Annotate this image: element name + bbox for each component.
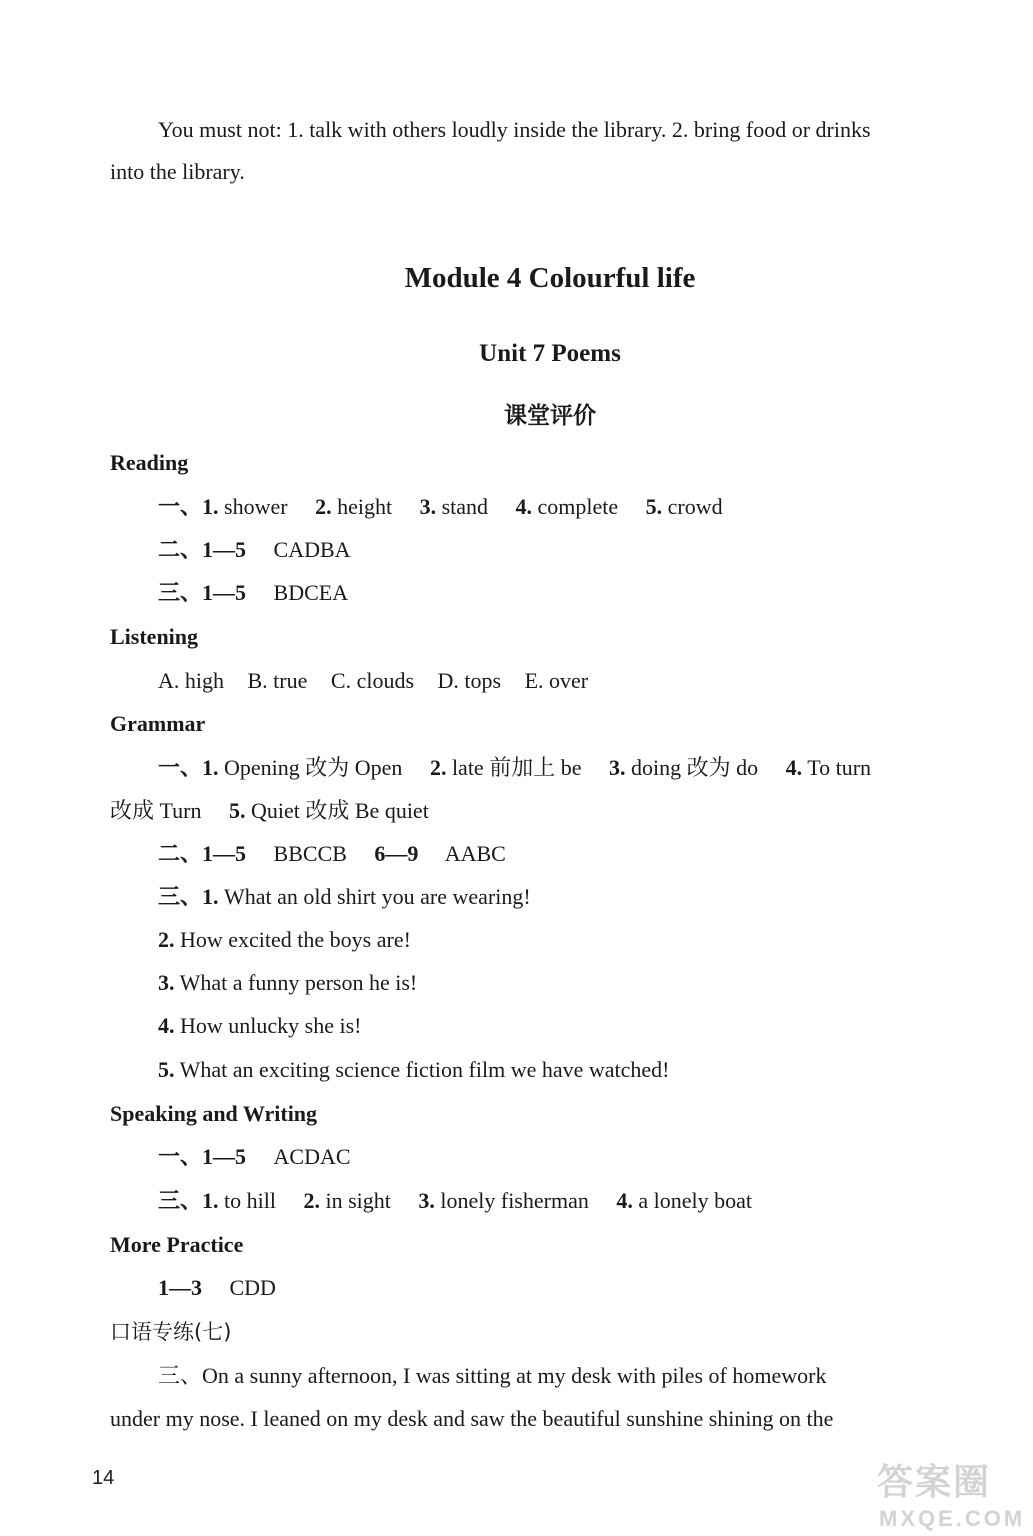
listening-heading: Listening: [110, 624, 199, 649]
speaking-line-3: 三、1. to hill 2. in sight 3. lonely fisherman 4. a lonely boat: [158, 1188, 752, 1213]
reading-line-3: 三、1—5 BDCEA: [158, 580, 349, 605]
grammar-sentence-2: 2. How excited the boys are!: [158, 927, 411, 952]
speaking-heading: Speaking and Writing: [110, 1101, 318, 1126]
intro-line-1: You must not: 1. talk with others loudly inside the library. 2. bring food or drinks: [158, 117, 871, 142]
grammar-sentence-5: 5. What an exciting science fiction film we have watched!: [158, 1057, 670, 1082]
grammar-heading: Grammar: [110, 711, 206, 736]
watermark-text-top: 答案圈: [877, 1462, 992, 1503]
reading-heading: Reading: [110, 450, 189, 475]
oral-practice-heading: 口语专练(七): [110, 1320, 232, 1344]
section-title-cn: 课堂评价: [504, 403, 596, 429]
intro-line-2: into the library.: [110, 159, 245, 184]
watermark-text-bottom: MXQE.COM: [879, 1506, 1026, 1531]
oral-paragraph-line-1: 三、On a sunny afternoon, I was sitting at my desk with piles of homework: [158, 1363, 827, 1388]
more-practice-heading: More Practice: [110, 1232, 244, 1257]
page-number: 14: [92, 1467, 115, 1489]
more-practice-answers: 1—3 CDD: [158, 1275, 276, 1300]
grammar-line-1a: 一、1. Opening 改为 Open 2. late 前加上 be 3. doing 改为 do 4. To turn: [158, 755, 872, 780]
grammar-line-2: 二、1—5 BBCCB 6—9 AABC: [158, 841, 506, 866]
module-title: Module 4 Colourful life: [404, 262, 696, 294]
unit-title: Unit 7 Poems: [479, 340, 621, 367]
grammar-sentence-3: 3. What a funny person he is!: [158, 970, 418, 995]
speaking-line-1: 一、1—5 ACDAC: [158, 1144, 351, 1169]
grammar-sentence-4: 4. How unlucky she is!: [158, 1013, 362, 1038]
listening-answers: A. high B. true C. clouds D. tops E. over: [158, 668, 589, 693]
oral-paragraph-line-2: under my nose. I leaned on my desk and saw the beautiful sunshine shining on the: [110, 1406, 834, 1431]
watermark-logo: [863, 1454, 1026, 1532]
grammar-sentence-1: 三、1. What an old shirt you are wearing!: [158, 884, 531, 909]
grammar-line-1b: 改成 Turn 5. Quiet 改成 Be quiet: [110, 798, 429, 823]
reading-line-2: 二、1—5 CADBA: [158, 537, 351, 562]
reading-line-1: 一、1. shower 2. height 3. stand 4. complete 5. crowd: [158, 494, 723, 519]
